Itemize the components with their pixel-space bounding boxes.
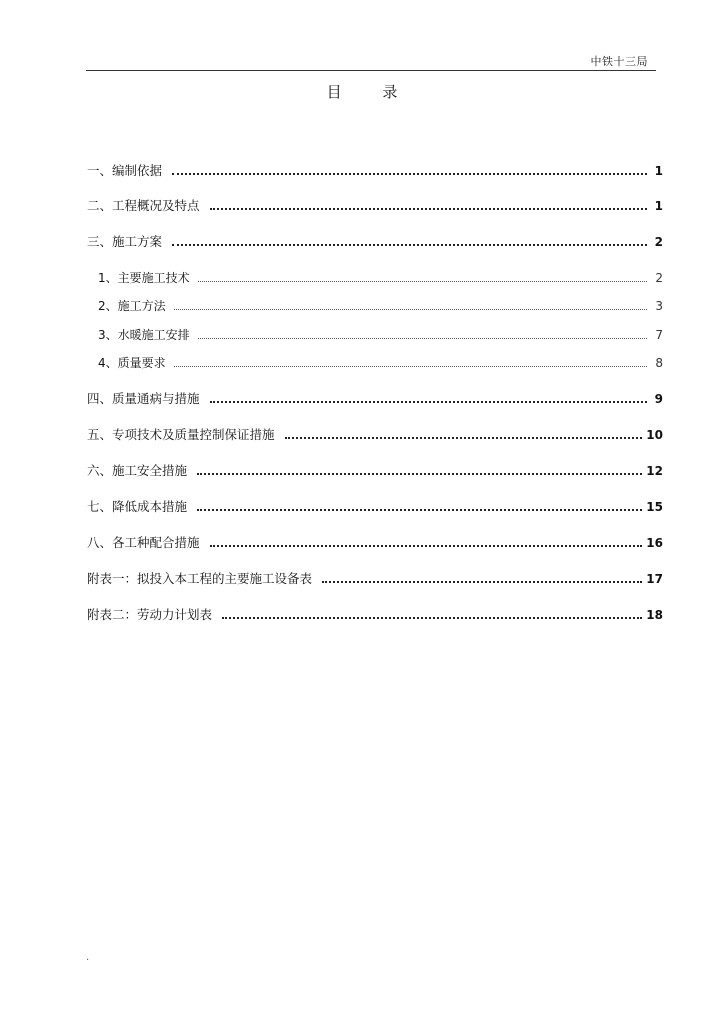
toc-leader-dots (322, 581, 642, 583)
toc-entry-page: 1 (654, 164, 663, 178)
toc-entry-page: 2 (654, 235, 663, 249)
toc-entry[interactable] (87, 233, 663, 251)
toc-leader-dots (174, 366, 647, 367)
toc-leader-dots (197, 473, 642, 475)
toc-entry-label: 四、质量通病与措施 (87, 391, 200, 406)
toc-entry-page: 18 (646, 608, 663, 622)
toc-leader-dots (210, 208, 647, 210)
toc-leader-dots (172, 173, 647, 175)
toc-sub-entry[interactable] (98, 354, 663, 372)
toc-leader-dots (210, 545, 643, 547)
toc-leader-dots (222, 617, 642, 619)
toc-entry-label: 二、工程概况及特点 (87, 198, 200, 213)
toc-entry-page: 17 (646, 572, 663, 586)
toc-leader-dots (198, 281, 647, 282)
toc-entry-page: 15 (646, 500, 663, 514)
toc-entry[interactable] (87, 570, 663, 588)
toc-entry-label: 八、各工种配合措施 (87, 535, 200, 550)
toc-entry-label: 3、水暖施工安排 (98, 328, 190, 342)
header-organization: 中铁十三局 (590, 55, 648, 68)
header-divider (86, 70, 656, 71)
toc-entry-label: 七、降低成本措施 (87, 499, 188, 514)
toc-entry-page: 12 (646, 464, 663, 478)
toc-leader-dots (174, 309, 647, 310)
toc-entry-label: 附表一：拟投入本工程的主要施工设备表 (87, 571, 313, 586)
toc-sub-entry[interactable] (98, 297, 663, 315)
toc-entry[interactable] (87, 462, 663, 480)
toc-entry-page: 9 (654, 392, 663, 406)
toc-entry-label: 一、编制依据 (87, 163, 163, 178)
toc-entry-page: 7 (655, 328, 663, 342)
footer-mark: . (86, 952, 90, 963)
toc-entry-page: 10 (646, 428, 663, 442)
toc-entry[interactable] (87, 534, 663, 552)
toc-entry-label: 五、专项技术及质量控制保证措施 (87, 427, 275, 442)
toc-leader-dots (172, 244, 647, 246)
toc-entry[interactable] (87, 162, 663, 180)
toc-leader-dots (210, 401, 647, 403)
toc-entry-label: 六、施工安全措施 (87, 463, 188, 478)
toc-sub-entry[interactable] (98, 269, 663, 287)
toc-entry-page: 1 (654, 199, 663, 213)
toc-entry-page: 3 (655, 299, 663, 313)
toc-entry[interactable] (87, 426, 663, 444)
toc-entry[interactable] (87, 390, 663, 408)
toc-entry-label: 2、施工方法 (98, 299, 166, 313)
toc-entry[interactable] (87, 197, 663, 215)
toc-entry-page: 8 (655, 356, 663, 370)
toc-leader-dots (197, 509, 642, 511)
toc-entry[interactable] (87, 498, 663, 516)
toc-entry-page: 16 (646, 536, 663, 550)
toc-leader-dots (198, 338, 647, 339)
toc-entry-label: 1、主要施工技术 (98, 271, 190, 285)
toc-sub-entry[interactable] (98, 326, 663, 344)
toc-entry-page: 2 (655, 271, 663, 285)
toc-entry-label: 4、质量要求 (98, 356, 166, 370)
toc-entry[interactable] (87, 606, 663, 624)
toc-entry-label: 三、施工方案 (87, 234, 163, 249)
toc-leader-dots (285, 437, 643, 439)
toc-entry-label: 附表二：劳动力计划表 (87, 607, 213, 622)
page-title: 目 录 (326, 83, 416, 101)
